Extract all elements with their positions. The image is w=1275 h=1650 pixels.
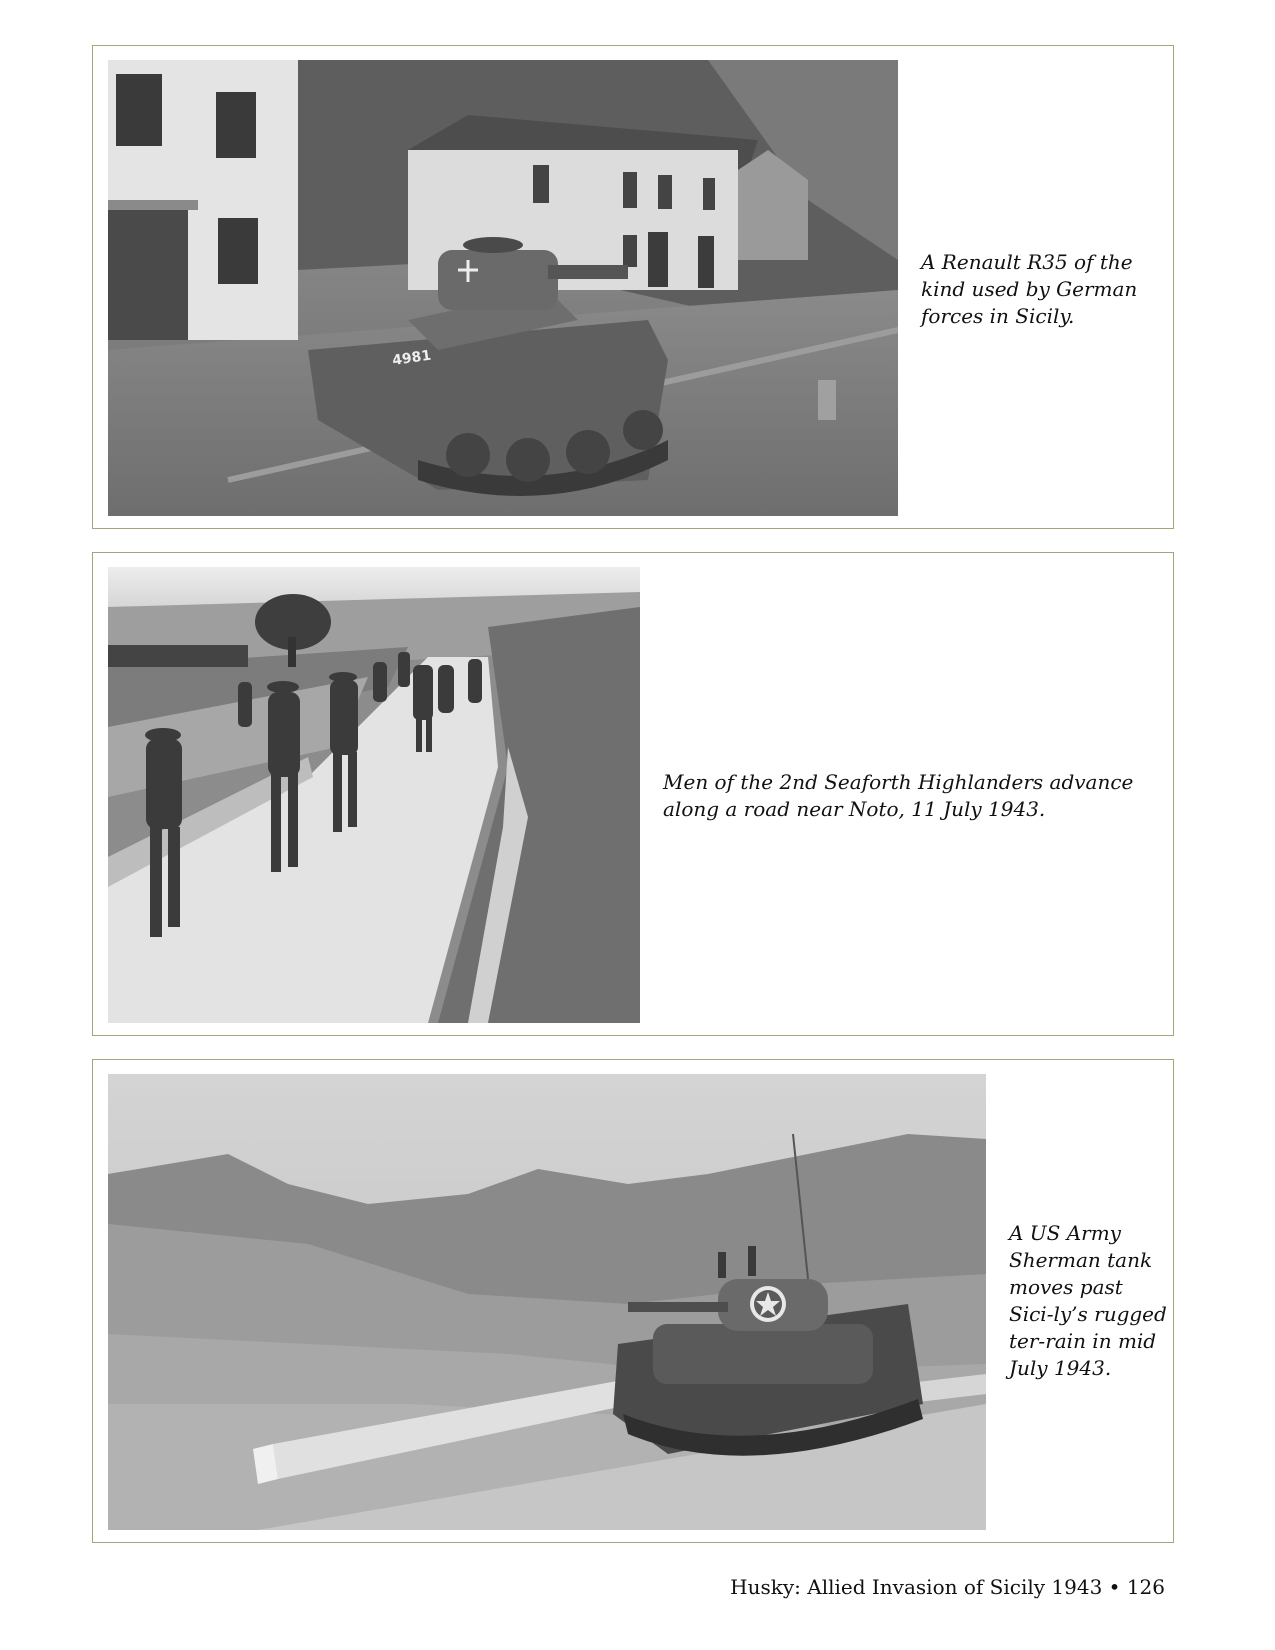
page-footer: [730, 1575, 1165, 1599]
book-title: Husky: Allied Invasion of Sicily 1943: [730, 1575, 1103, 1599]
footer-separator: •: [1108, 1575, 1121, 1599]
photo-caption-3: A US Army Sherman tank moves past Sici-ly’s rugged ter-rain in mid July 1943.: [1009, 1221, 1167, 1380]
photo-sherman-tank: [108, 1074, 986, 1530]
photo-panel-2: [92, 552, 1174, 1036]
photo-panel-3: [92, 1059, 1174, 1543]
photo-caption-1: A Renault R35 of the kind used by German forces in Sicily.: [921, 250, 1138, 328]
page-number: 126: [1126, 1575, 1165, 1599]
photo-seaforth-highlanders: [108, 567, 640, 1023]
photo-renault-r35: [108, 60, 898, 516]
photo-panel-1: [92, 45, 1174, 529]
photo-caption-2: Men of the 2nd Seaforth Highlanders advance along a road near Noto, 11 July 1943.: [663, 770, 1134, 821]
tank-marking-text: 4981: [391, 347, 433, 369]
